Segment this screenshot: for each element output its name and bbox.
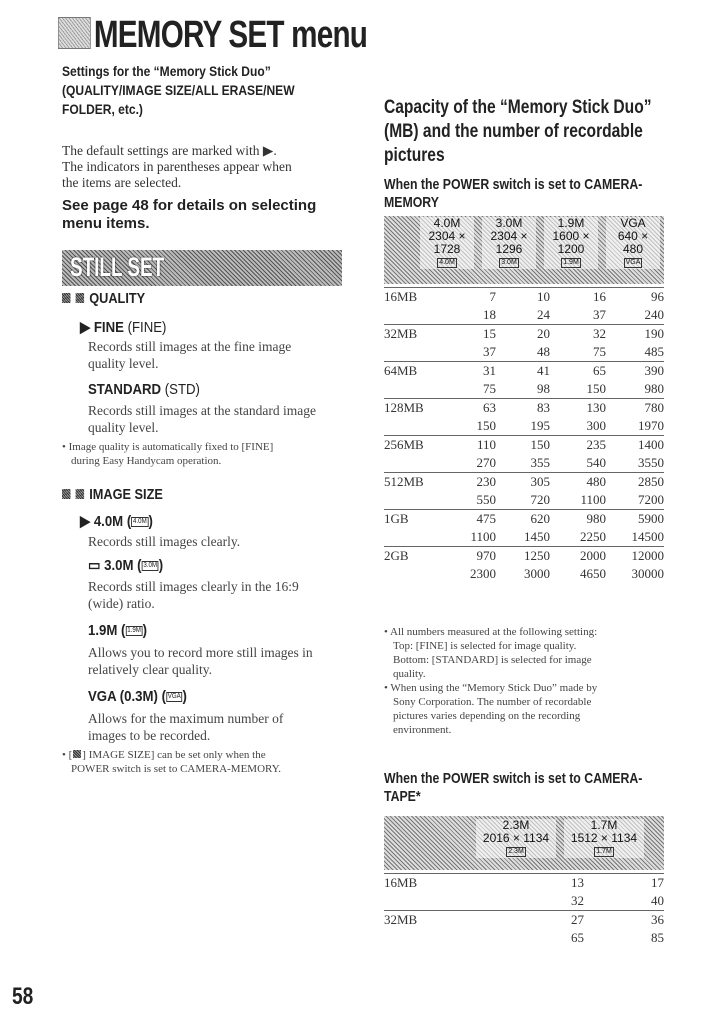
count-cell: 150 bbox=[586, 381, 606, 396]
opt-vga: VGA (0.3M) ( VGA ) bbox=[88, 688, 187, 705]
count-cell: 7 bbox=[454, 288, 496, 307]
col-header-1-9m: 1.9M 1600 × 1200 1.9M bbox=[544, 217, 598, 269]
memory-set-menu-icon bbox=[58, 17, 91, 49]
3m-size-icon: 3.0M bbox=[143, 562, 158, 570]
count-cell: 24 bbox=[537, 307, 550, 322]
default-marker-icon: ▶ bbox=[80, 513, 91, 530]
image-size-icon bbox=[73, 750, 81, 758]
4m-size-icon: 4.0M bbox=[133, 518, 147, 526]
count-cell: 4650 bbox=[580, 566, 606, 581]
table-row bbox=[384, 547, 664, 566]
count-cell: 1250 bbox=[496, 547, 550, 566]
count-cell: 240 bbox=[644, 307, 664, 322]
opt-vga-description: Allows for the maximum number of images to be recorded. bbox=[88, 711, 284, 743]
col-header-2-3m: 2.3M 2016 × 1134 2.3M bbox=[476, 819, 556, 858]
image-size-note: • [ ] IMAGE SIZE] can be set only when the POWER switch is set to CAMERA-MEMORY. bbox=[62, 749, 282, 775]
count-cell: 230 bbox=[454, 473, 496, 492]
memory-size-cell: 32MB bbox=[384, 325, 454, 344]
count-cell: 270 bbox=[476, 455, 496, 470]
empty-cell bbox=[384, 380, 454, 399]
intro-text: The default settings are marked with ▶. The indicators in parentheses appear when the items are selected. bbox=[62, 143, 292, 190]
page-title: MEMORY SET menu bbox=[58, 14, 367, 57]
count-cell: 1100 bbox=[470, 529, 496, 544]
default-marker-icon: ▶ bbox=[80, 319, 91, 336]
count-cell: 15 bbox=[454, 325, 496, 344]
table-row bbox=[384, 399, 664, 418]
memory-size-cell: 2GB bbox=[384, 547, 454, 566]
count-cell: 720 bbox=[530, 492, 550, 507]
count-cell: 83 bbox=[496, 399, 550, 418]
count-cell: 300 bbox=[586, 418, 606, 433]
table-row bbox=[384, 528, 664, 547]
standard-description: Records still images at the standard image quality level. bbox=[88, 403, 316, 435]
table-row bbox=[384, 874, 664, 893]
3m-size-icon: 3.0M bbox=[501, 258, 517, 266]
col-header-3m: 3.0M 2304 × 1296 3.0M bbox=[482, 217, 536, 269]
bullet-square-icon bbox=[62, 293, 71, 303]
count-cell: 110 bbox=[454, 436, 496, 455]
quality-icon bbox=[76, 293, 85, 303]
memory-size-cell: 32MB bbox=[384, 911, 474, 930]
memory-capacity-table bbox=[384, 287, 664, 583]
count-cell: 150 bbox=[496, 436, 550, 455]
count-cell: 550 bbox=[476, 492, 496, 507]
count-cell: 20 bbox=[496, 325, 550, 344]
empty-cell bbox=[384, 892, 474, 911]
1-9m-size-icon: 1.9M bbox=[127, 627, 141, 635]
count-cell: 150 bbox=[476, 418, 496, 433]
count-cell: 36 bbox=[584, 911, 664, 930]
memory-size-cell: 16MB bbox=[384, 288, 454, 307]
quality-heading: QUALITY bbox=[62, 290, 145, 307]
see-page-note: See page 48 for details on selecting menu items. bbox=[62, 197, 317, 232]
memory-size-cell: 256MB bbox=[384, 436, 454, 455]
camera-tape-heading: When the POWER switch is set to CAMERA- TAPE* bbox=[384, 770, 643, 805]
still-set-banner: STILL SET bbox=[62, 250, 342, 286]
page-number: 58 bbox=[12, 983, 34, 1010]
table-row bbox=[384, 491, 664, 510]
count-cell: 13 bbox=[474, 874, 584, 893]
count-cell: 1450 bbox=[524, 529, 550, 544]
bullet-icon: • bbox=[384, 682, 391, 694]
table-row bbox=[384, 565, 664, 583]
table-row bbox=[384, 343, 664, 362]
table-row bbox=[384, 454, 664, 473]
count-cell: 75 bbox=[593, 344, 606, 359]
opt-4m: ▶ 4.0M ( 4.0M ) bbox=[80, 513, 153, 530]
fine-description: Records still images at the fine image quality level. bbox=[88, 339, 292, 371]
count-cell: 27 bbox=[474, 911, 584, 930]
1-7m-size-icon: 1.7M bbox=[596, 847, 612, 855]
quality-note: • Image quality is automatically fixed to [FINE] during Easy Handycam operation. bbox=[62, 441, 274, 467]
image-size-icon bbox=[76, 489, 85, 499]
count-cell: 5900 bbox=[606, 510, 664, 529]
count-cell: 17 bbox=[584, 874, 664, 893]
count-cell: 12000 bbox=[606, 547, 664, 566]
empty-cell bbox=[384, 454, 454, 473]
capacity-notes: • All numbers measured at the following setting: Top: [FINE] is selected for image quality. Bottom: [STANDARD] is selected for image quality. • When using the “Memory Stick Duo” made by Sony Corporation. The number of recordable pictures varies depending on the recording environment. bbox=[384, 626, 598, 736]
count-cell: 7200 bbox=[638, 492, 664, 507]
count-cell: 980 bbox=[550, 510, 606, 529]
table-row bbox=[384, 929, 664, 947]
empty-cell bbox=[384, 528, 454, 547]
camera-memory-heading: When the POWER switch is set to CAMERA- MEMORY bbox=[384, 176, 643, 211]
count-cell: 30000 bbox=[631, 566, 664, 581]
fine-option: ▶ FINE (FINE) bbox=[80, 319, 167, 336]
count-cell: 65 bbox=[571, 930, 584, 945]
count-cell: 63 bbox=[454, 399, 496, 418]
subtitle: Settings for the “Memory Stick Duo” (QUALITY/IMAGE SIZE/ALL ERASE/NEW FOLDER, etc.) bbox=[62, 63, 295, 117]
count-cell: 98 bbox=[537, 381, 550, 396]
opt-3m-description: Records still images clearly in the 16:9 (wide) ratio. bbox=[88, 579, 299, 611]
empty-cell bbox=[384, 929, 474, 947]
opt-4m-description: Records still images clearly. bbox=[88, 534, 241, 549]
4m-size-icon: 4.0M bbox=[439, 258, 455, 266]
bullet-icon: • bbox=[384, 626, 390, 638]
opt-1-9m: 1.9M ( 1.9M ) bbox=[88, 622, 148, 639]
count-cell: 305 bbox=[496, 473, 550, 492]
vga-size-icon: VGA bbox=[167, 693, 181, 701]
count-cell: 540 bbox=[586, 455, 606, 470]
table-row bbox=[384, 362, 664, 381]
count-cell: 195 bbox=[530, 418, 550, 433]
count-cell: 2250 bbox=[580, 529, 606, 544]
count-cell: 16 bbox=[550, 288, 606, 307]
tape-capacity-table bbox=[384, 873, 664, 947]
count-cell: 620 bbox=[496, 510, 550, 529]
count-cell: 75 bbox=[483, 381, 496, 396]
memory-table-header bbox=[384, 216, 664, 284]
col-header-1-7m: 1.7M 1512 × 1134 1.7M bbox=[564, 819, 644, 858]
count-cell: 355 bbox=[530, 455, 550, 470]
count-cell: 1400 bbox=[606, 436, 664, 455]
table-row bbox=[384, 417, 664, 436]
memory-size-cell: 1GB bbox=[384, 510, 454, 529]
empty-cell bbox=[384, 343, 454, 362]
count-cell: 32 bbox=[550, 325, 606, 344]
col-header-vga: VGA 640 × 480 VGA bbox=[606, 217, 660, 269]
tape-table-header bbox=[384, 816, 664, 870]
count-cell: 485 bbox=[644, 344, 664, 359]
count-cell: 65 bbox=[550, 362, 606, 381]
bullet-icon: • bbox=[62, 441, 69, 453]
table-row bbox=[384, 325, 664, 344]
count-cell: 1100 bbox=[580, 492, 606, 507]
count-cell: 96 bbox=[606, 288, 664, 307]
opt-1-9m-description: Allows you to record more still images in relatively clear quality. bbox=[88, 645, 313, 677]
image-size-heading: IMAGE SIZE bbox=[62, 486, 163, 503]
count-cell: 3000 bbox=[524, 566, 550, 581]
count-cell: 780 bbox=[606, 399, 664, 418]
count-cell: 41 bbox=[496, 362, 550, 381]
count-cell: 2850 bbox=[606, 473, 664, 492]
count-cell: 2300 bbox=[470, 566, 496, 581]
table-row bbox=[384, 380, 664, 399]
bullet-square-icon bbox=[62, 489, 71, 499]
1-9m-size-icon: 1.9M bbox=[563, 258, 579, 266]
count-cell: 980 bbox=[644, 381, 664, 396]
count-cell: 85 bbox=[651, 930, 664, 945]
count-cell: 48 bbox=[537, 344, 550, 359]
count-cell: 1970 bbox=[638, 418, 664, 433]
empty-cell bbox=[384, 491, 454, 510]
count-cell: 14500 bbox=[631, 529, 664, 544]
table-row bbox=[384, 510, 664, 529]
capacity-heading: Capacity of the “Memory Stick Duo” (MB) and the number of recordable pictures bbox=[384, 97, 652, 166]
count-cell: 970 bbox=[454, 547, 496, 566]
table-row bbox=[384, 892, 664, 911]
table-row bbox=[384, 911, 664, 930]
count-cell: 40 bbox=[651, 893, 664, 908]
wide-icon: ▭ bbox=[88, 557, 101, 574]
empty-cell bbox=[384, 306, 454, 325]
memory-size-cell: 16MB bbox=[384, 874, 474, 893]
count-cell: 10 bbox=[496, 288, 550, 307]
count-cell: 37 bbox=[483, 344, 496, 359]
memory-size-cell: 512MB bbox=[384, 473, 454, 492]
table-row bbox=[384, 436, 664, 455]
table-row bbox=[384, 306, 664, 325]
count-cell: 475 bbox=[454, 510, 496, 529]
table-row bbox=[384, 288, 664, 307]
col-header-4m: 4.0M 2304 × 1728 4.0M bbox=[420, 217, 474, 269]
memory-size-cell: 128MB bbox=[384, 399, 454, 418]
count-cell: 480 bbox=[550, 473, 606, 492]
memory-size-cell: 64MB bbox=[384, 362, 454, 381]
vga-size-icon: VGA bbox=[625, 258, 641, 266]
count-cell: 390 bbox=[606, 362, 664, 381]
opt-3m: ▭ 3.0M ( 3.0M ) bbox=[88, 557, 164, 574]
standard-option: STANDARD (STD) bbox=[88, 381, 200, 398]
count-cell: 18 bbox=[483, 307, 496, 322]
count-cell: 130 bbox=[550, 399, 606, 418]
empty-cell bbox=[384, 565, 454, 583]
count-cell: 2000 bbox=[550, 547, 606, 566]
count-cell: 235 bbox=[550, 436, 606, 455]
count-cell: 3550 bbox=[638, 455, 664, 470]
empty-cell bbox=[384, 417, 454, 436]
bullet-icon: • bbox=[62, 749, 69, 761]
table-row bbox=[384, 473, 664, 492]
count-cell: 190 bbox=[606, 325, 664, 344]
2-3m-size-icon: 2.3M bbox=[508, 847, 524, 855]
count-cell: 37 bbox=[593, 307, 606, 322]
count-cell: 32 bbox=[571, 893, 584, 908]
count-cell: 31 bbox=[454, 362, 496, 381]
